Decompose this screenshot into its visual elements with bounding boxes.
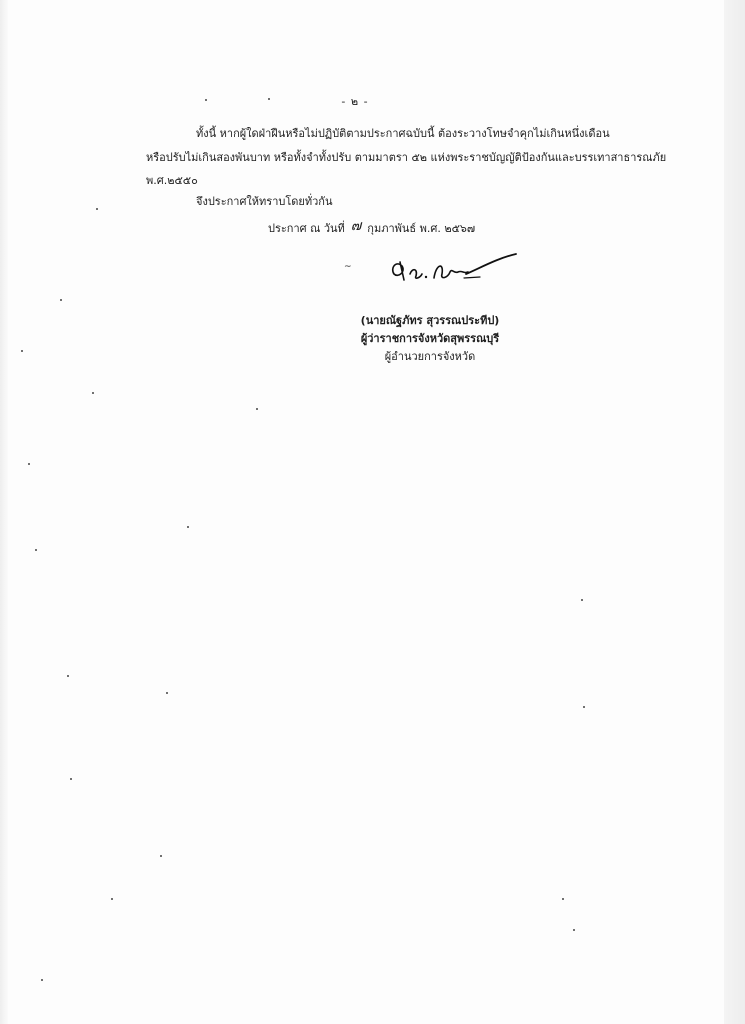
date-prefix: ประกาศ ณ วันที่ (268, 222, 345, 235)
announcement-closing: จึงประกาศให้ทราบโดยทั่วกัน (196, 195, 333, 208)
scan-speck (562, 898, 564, 900)
dash-mark: ~ (344, 262, 352, 272)
scan-speck (166, 692, 168, 694)
scan-speck (60, 299, 62, 301)
scan-speck (205, 99, 207, 101)
date-month-year: กุมภาพันธ์ พ.ศ. ๒๕๖๗ (367, 222, 476, 235)
scan-speck (67, 675, 69, 677)
scan-speck (256, 408, 258, 410)
announcement-date (268, 218, 481, 236)
scan-speck (111, 898, 113, 900)
scan-speck (41, 979, 43, 981)
scan-speck (583, 706, 585, 708)
scan-speck (581, 599, 583, 601)
scan-speck (268, 98, 270, 100)
signer-position: ผู้ว่าราชการจังหวัดสุพรรณบุรี (360, 332, 500, 345)
penalty-paragraph-line-1: ทั้งนี้ หากผู้ใดฝ่าฝืนหรือไม่ปฏิบัติตามประกาศฉบับนี้ ต้องระวางโทษจำคุกไม่เกินหนึ่งเดือน (196, 127, 610, 140)
signer-role: ผู้อำนวยการจังหวัด (384, 350, 476, 363)
penalty-paragraph-line-3: พ.ศ.๒๕๕๐ (146, 174, 198, 187)
scan-speck (96, 208, 98, 210)
scan-speck (28, 463, 30, 465)
scan-edge-right (724, 0, 745, 1024)
scan-speck (573, 929, 575, 931)
handwritten-signature (380, 244, 520, 292)
scan-speck (92, 392, 94, 394)
date-day-handwritten: ๗ (350, 218, 362, 234)
penalty-paragraph-line-2: หรือปรับไม่เกินสองพันบาท หรือทั้งจำทั้งปรับ ตามมาตรา ๕๒ แห่งพระราชบัญญัติป้องกันและบรรเทาสาธารณภัย (146, 151, 667, 164)
scan-speck (35, 549, 37, 551)
scan-edge-left (0, 0, 8, 1024)
scan-speck (21, 350, 23, 352)
signer-block (320, 312, 540, 366)
scan-speck (160, 855, 162, 857)
scan-speck (70, 778, 72, 780)
signer-name: (นายณัฐภัทร สุวรรณประทีป) (360, 314, 500, 327)
scan-speck (187, 526, 189, 528)
page-number: - ๒ - (341, 95, 369, 108)
